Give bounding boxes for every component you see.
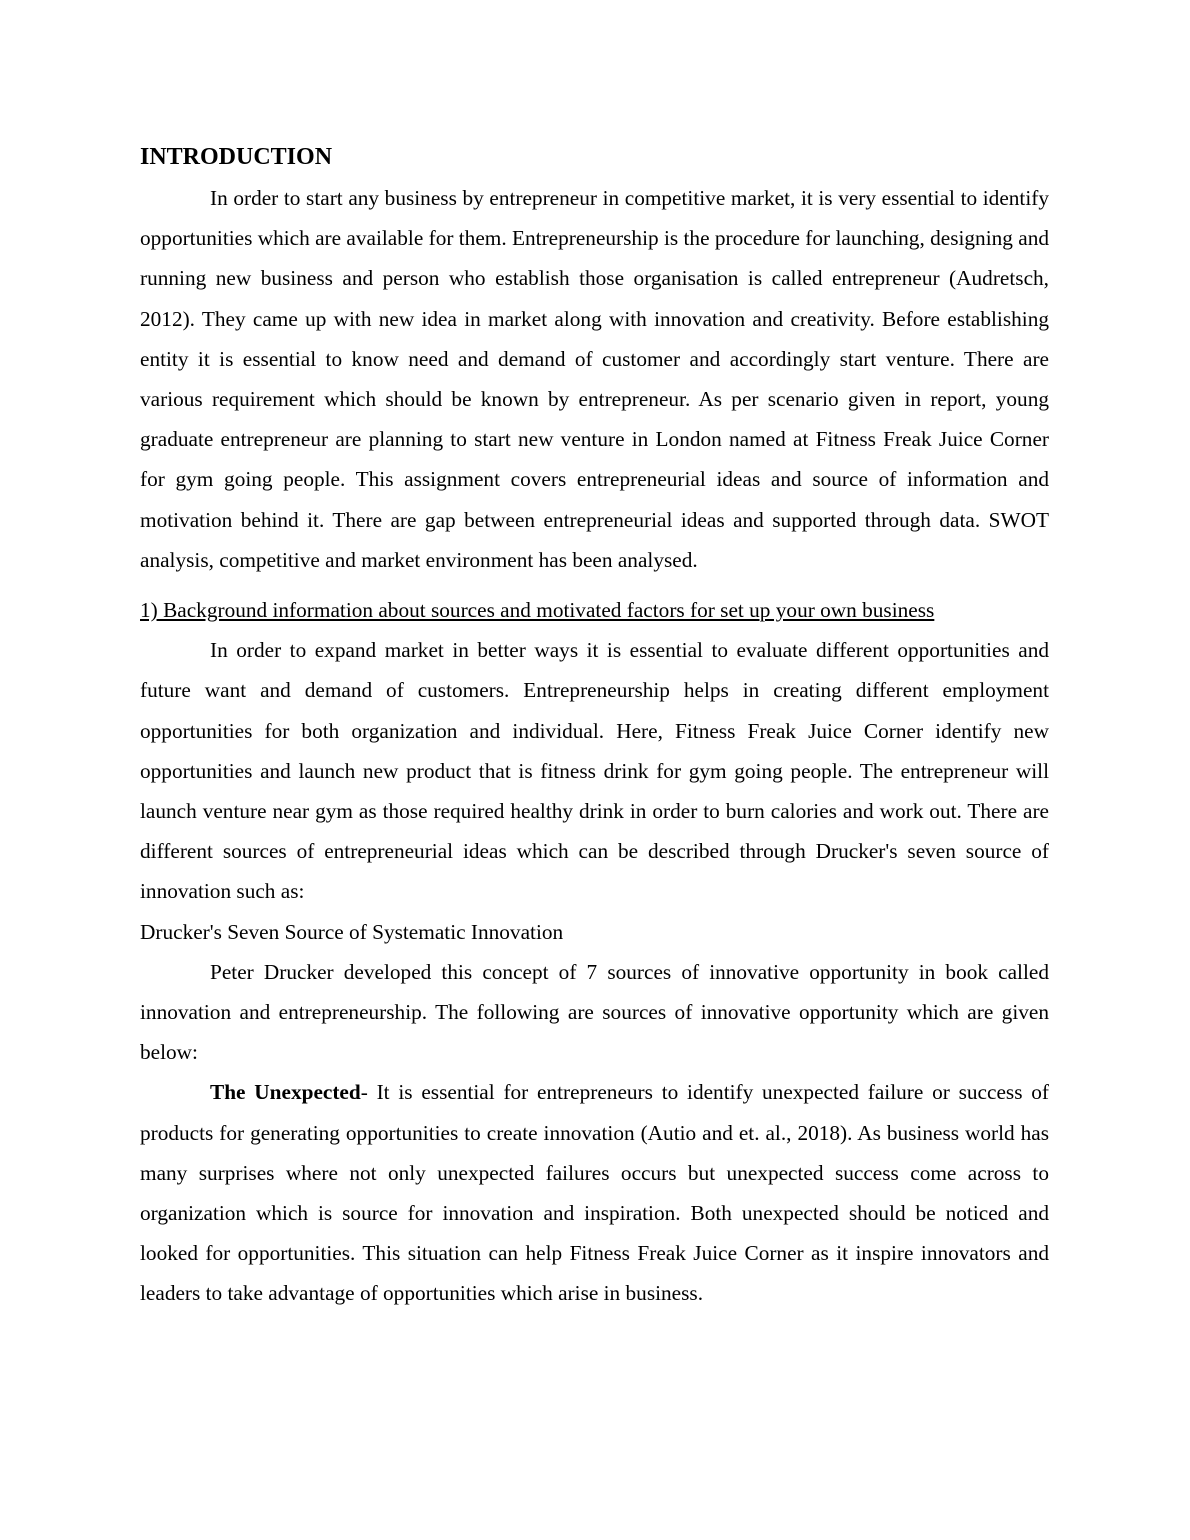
section-1-paragraph: In order to expand market in better ways it is essential to evaluate different opportunities and future want and demand of customers. Entrepreneurship helps in creating different employment opportunities for both organization and individual. Here, Fitness Freak Juice Corner identify new opportunities and launch new product that is fitness drink for gym going people. The entrepreneur will launch venture near gym as those required healthy drink in order to burn calories and work out. There are different sources of entrepreneurial ideas which can be described through Drucker's seven source of innovation such as:	[140, 638, 1049, 904]
section-1-heading: 1) Background information about sources and motivated factors for set up your own business	[140, 598, 935, 623]
drucker-paragraph: Peter Drucker developed this concept of 7 sources of innovative opportunity in book called innovation and entrepreneurship. The following are sources of innovative opportunity which are given below:	[140, 959, 1049, 1065]
unexpected-paragraph	[140, 1072, 1049, 1313]
drucker-heading: Drucker's Seven Source of Systematic Innovation	[140, 919, 564, 944]
unexpected-text: - It is essential for entrepreneurs to identify unexpected failure or success of products for generating opportunities to create innovation (Autio and et. al., 2018). As business world has many surprises where not only unexpected failures occurs but unexpected success come across to organization which is source for innovation and inspiration. Both unexpected should be noticed and looked for opportunities. This situation can help Fitness Freak Juice Corner as it inspire innovators and leaders to take advantage of opportunities which arise in business.	[140, 1080, 1049, 1306]
page-title: INTRODUCTION	[140, 144, 333, 170]
document-body	[140, 140, 1049, 1314]
unexpected-label: The Unexpected	[210, 1080, 361, 1105]
intro-paragraph: In order to start any business by entrepreneur in competitive market, it is very essential to identify opportunities which are available for them. Entrepreneurship is the procedure for launching, designing and running new business and person who establish those organisation is called entrepreneur (Audretsch, 2012). They came up with new idea in market along with innovation and creativity. Before establishing entity it is essential to know need and demand of customer and accordingly start venture. There are various requirement which should be known by entrepreneur. As per scenario given in report, young graduate entrepreneur are planning to start new venture in London named at Fitness Freak Juice Corner for gym going people. This assignment covers entrepreneurial ideas and source of information and motivation behind it. There are gap between entrepreneurial ideas and supported through data. SWOT analysis, competitive and market environment has been analysed.	[140, 186, 1049, 572]
